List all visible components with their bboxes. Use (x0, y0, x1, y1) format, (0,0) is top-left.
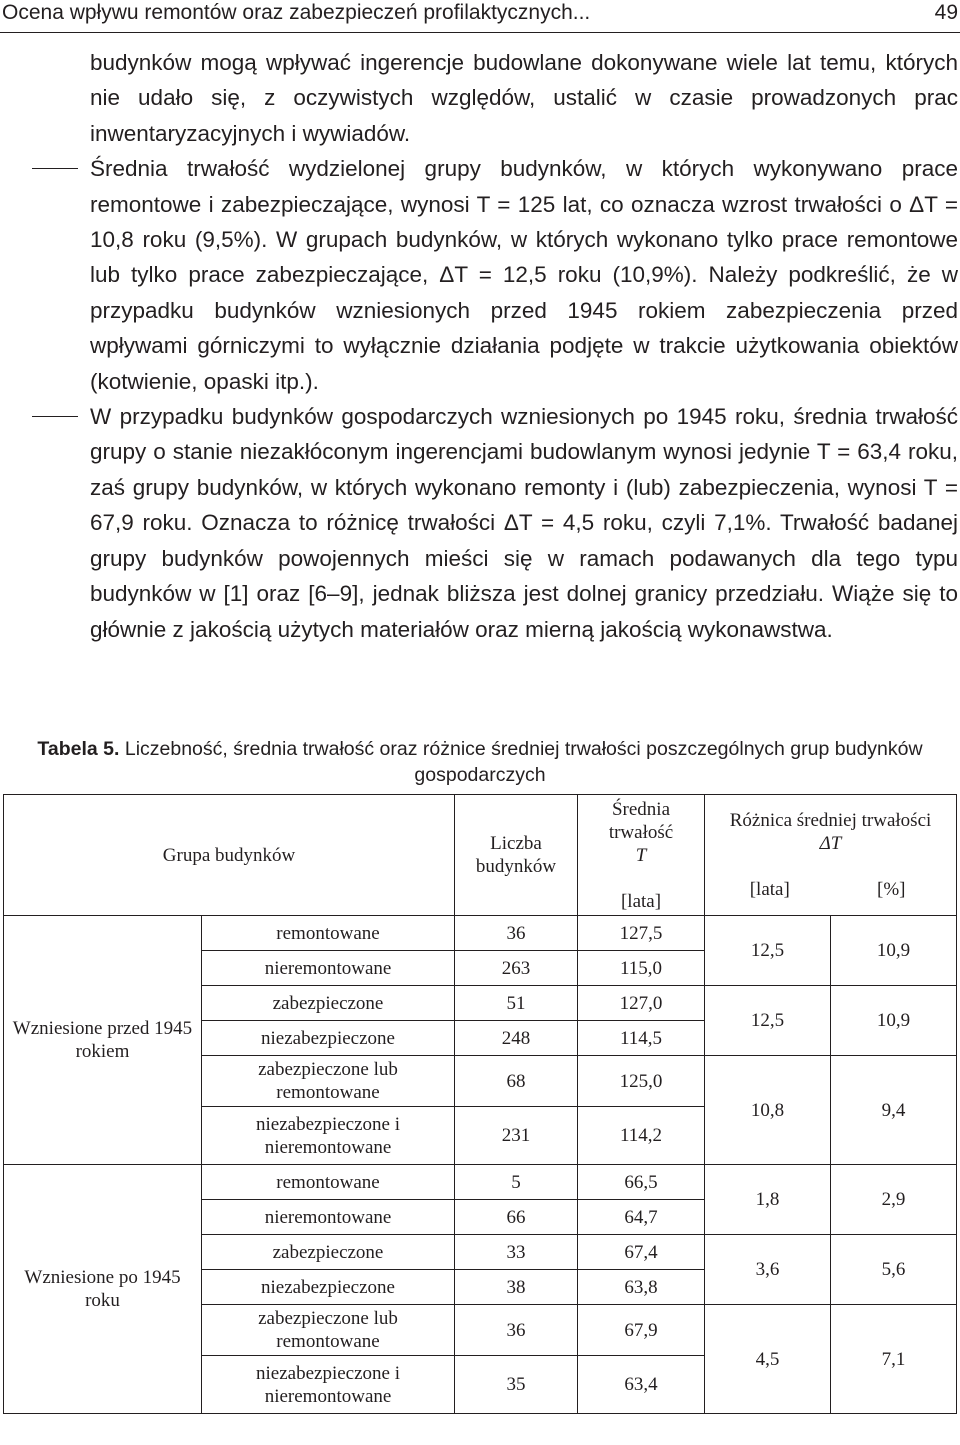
paragraph-dash-2: W przypadku budynków gospodarczych wzniesionych po 1945 roku, średnia trwałość grupy o stanie niezakłóconym ingerencjami budowlanym wynosi jedynie T = 63,4 roku, zaś grupy budynków, w których wykonano remonty i (lub) zabezpieczenia, wynosi T = 67,9 roku. Oznacza to różnicę trwałości ΔT = 4,5 roku, czyli 7,1%. Trwałość badanej grupy budynków powojennych mieści się w ramach podawanych dla tego typu budynków w [1] oraz [6–9], jednak bliższa jest dolnej granicy przedziału. Wiąże się to głównie z jakością użytych materiałów oraz mierną jakością wykonawstwa. (90, 404, 958, 642)
cell-name: remontowane (202, 916, 455, 951)
cell-name: niezabezpieczone (202, 1270, 455, 1305)
table-header-row (4, 795, 957, 916)
cell-count: 36 (455, 916, 578, 951)
cell-name: niezabezpieczone i nieremontowane (202, 1107, 455, 1165)
table-body (4, 916, 957, 1414)
cell-diff-years: 4,5 (705, 1305, 831, 1414)
header-diff-unit-years: [lata] (749, 879, 790, 900)
cell-name: nieremontowane (202, 951, 455, 986)
page-number: 49 (934, 1, 958, 24)
cell-diff-years: 1,8 (705, 1165, 831, 1235)
cell-mean: 63,8 (578, 1270, 705, 1305)
durability-table (3, 794, 957, 1414)
cell-name: zabezpieczone (202, 1235, 455, 1270)
cell-diff-years: 12,5 (705, 916, 831, 986)
cell-count: 68 (455, 1056, 578, 1107)
cell-count: 36 (455, 1305, 578, 1356)
header-mean-unit: [lata] (620, 890, 662, 912)
cell-mean: 66,5 (578, 1165, 705, 1200)
cell-mean: 67,9 (578, 1305, 705, 1356)
running-title: Ocena wpływu remontów oraz zabezpieczeń profilaktycznych... (2, 1, 591, 24)
header-diff-symbol: ΔT (819, 833, 842, 854)
cell-mean: 127,0 (578, 986, 705, 1021)
cell-diff-pct: 10,9 (831, 916, 957, 986)
cell-mean: 63,4 (578, 1356, 705, 1414)
cell-mean: 127,5 (578, 916, 705, 951)
em-dash-marker (32, 416, 78, 417)
cell-name: zabezpieczone (202, 986, 455, 1021)
cell-count: 35 (455, 1356, 578, 1414)
table-caption-label: Tabela 5. (37, 738, 120, 760)
paragraph-continuation: budynków mogą wpływać ingerencje budowlane dokonywane wiele lat temu, których nie udało się, z oczywistych względów, ustalić w czasie prowadzonych prac inwentaryzacyjnych i wywiadów. (90, 50, 958, 146)
cell-count: 263 (455, 951, 578, 986)
paragraph-dash-1: Średnia trwałość wydzielonej grupy budynków, w których wykonywano prace remontowe i zabezpieczające, wynosi T = 125 lat, co oznacza wzrost trwałości o ΔT = 10,8 roku (9,5%). W grupach budynków, w których wykonano tylko prace remontowe lub tylko prace zabezpieczające, ΔT = 12,5 roku (10,9%). Należy podkreślić, że w przypadku budynków wzniesionych przed 1945 rokiem zabezpieczenia przed wpływami górniczymi to wyłącznie działania podjęte w trakcie użytkowania obiektów (kotwienie, opaski itp.). (90, 156, 958, 394)
cell-diff-pct: 9,4 (831, 1056, 957, 1165)
cell-count: 38 (455, 1270, 578, 1305)
cell-mean: 125,0 (578, 1056, 705, 1107)
cell-name: zabezpieczone lub remontowane (202, 1056, 455, 1107)
cell-count: 33 (455, 1235, 578, 1270)
running-header (0, 0, 960, 33)
header-group: Grupa budynków (4, 795, 455, 916)
table-caption (2, 736, 958, 788)
cell-name: nieremontowane (202, 1200, 455, 1235)
table-caption-text: Liczebność, średnia trwałość oraz różnice średniej trwałości poszczególnych grup budynków gospodarczych (124, 738, 923, 786)
cell-diff-pct: 10,9 (831, 986, 957, 1056)
cell-diff-pct: 7,1 (831, 1305, 957, 1414)
cell-diff-years: 12,5 (705, 986, 831, 1056)
dash-item-1 (90, 151, 958, 399)
cell-count: 231 (455, 1107, 578, 1165)
cell-diff-pct: 2,9 (831, 1165, 957, 1235)
header-mean-label: Średnia trwałość (608, 798, 674, 843)
body-text (90, 45, 958, 647)
cell-mean: 115,0 (578, 951, 705, 986)
cell-mean: 64,7 (578, 1200, 705, 1235)
cell-count: 66 (455, 1200, 578, 1235)
cell-count: 51 (455, 986, 578, 1021)
cell-name: niezabezpieczone (202, 1021, 455, 1056)
cell-diff-years: 3,6 (705, 1235, 831, 1305)
dash-item-2 (90, 399, 958, 647)
header-diff (705, 795, 957, 916)
cell-name: zabezpieczone lub remontowane (202, 1305, 455, 1356)
cell-name: remontowane (202, 1165, 455, 1200)
table-row (4, 1165, 957, 1200)
header-mean-symbol: T (635, 844, 647, 866)
table-row (4, 916, 957, 951)
cell-diff-years: 10,8 (705, 1056, 831, 1165)
header-diff-unit-pct: [%] (877, 879, 906, 900)
cell-mean: 67,4 (578, 1235, 705, 1270)
cell-mean: 114,5 (578, 1021, 705, 1056)
cell-count: 5 (455, 1165, 578, 1200)
cell-count: 248 (455, 1021, 578, 1056)
cell-diff-pct: 5,6 (831, 1235, 957, 1305)
group-label: Wzniesione po 1945 roku (4, 1165, 202, 1414)
cell-mean: 114,2 (578, 1107, 705, 1165)
group-label: Wzniesione przed 1945 rokiem (4, 916, 202, 1165)
em-dash-marker (32, 168, 78, 169)
header-diff-label: Różnica średniej trwałości (729, 810, 932, 831)
header-mean (578, 795, 705, 916)
header-count: Liczba budynków (455, 795, 578, 916)
cell-name: niezabezpieczone i nieremontowane (202, 1356, 455, 1414)
